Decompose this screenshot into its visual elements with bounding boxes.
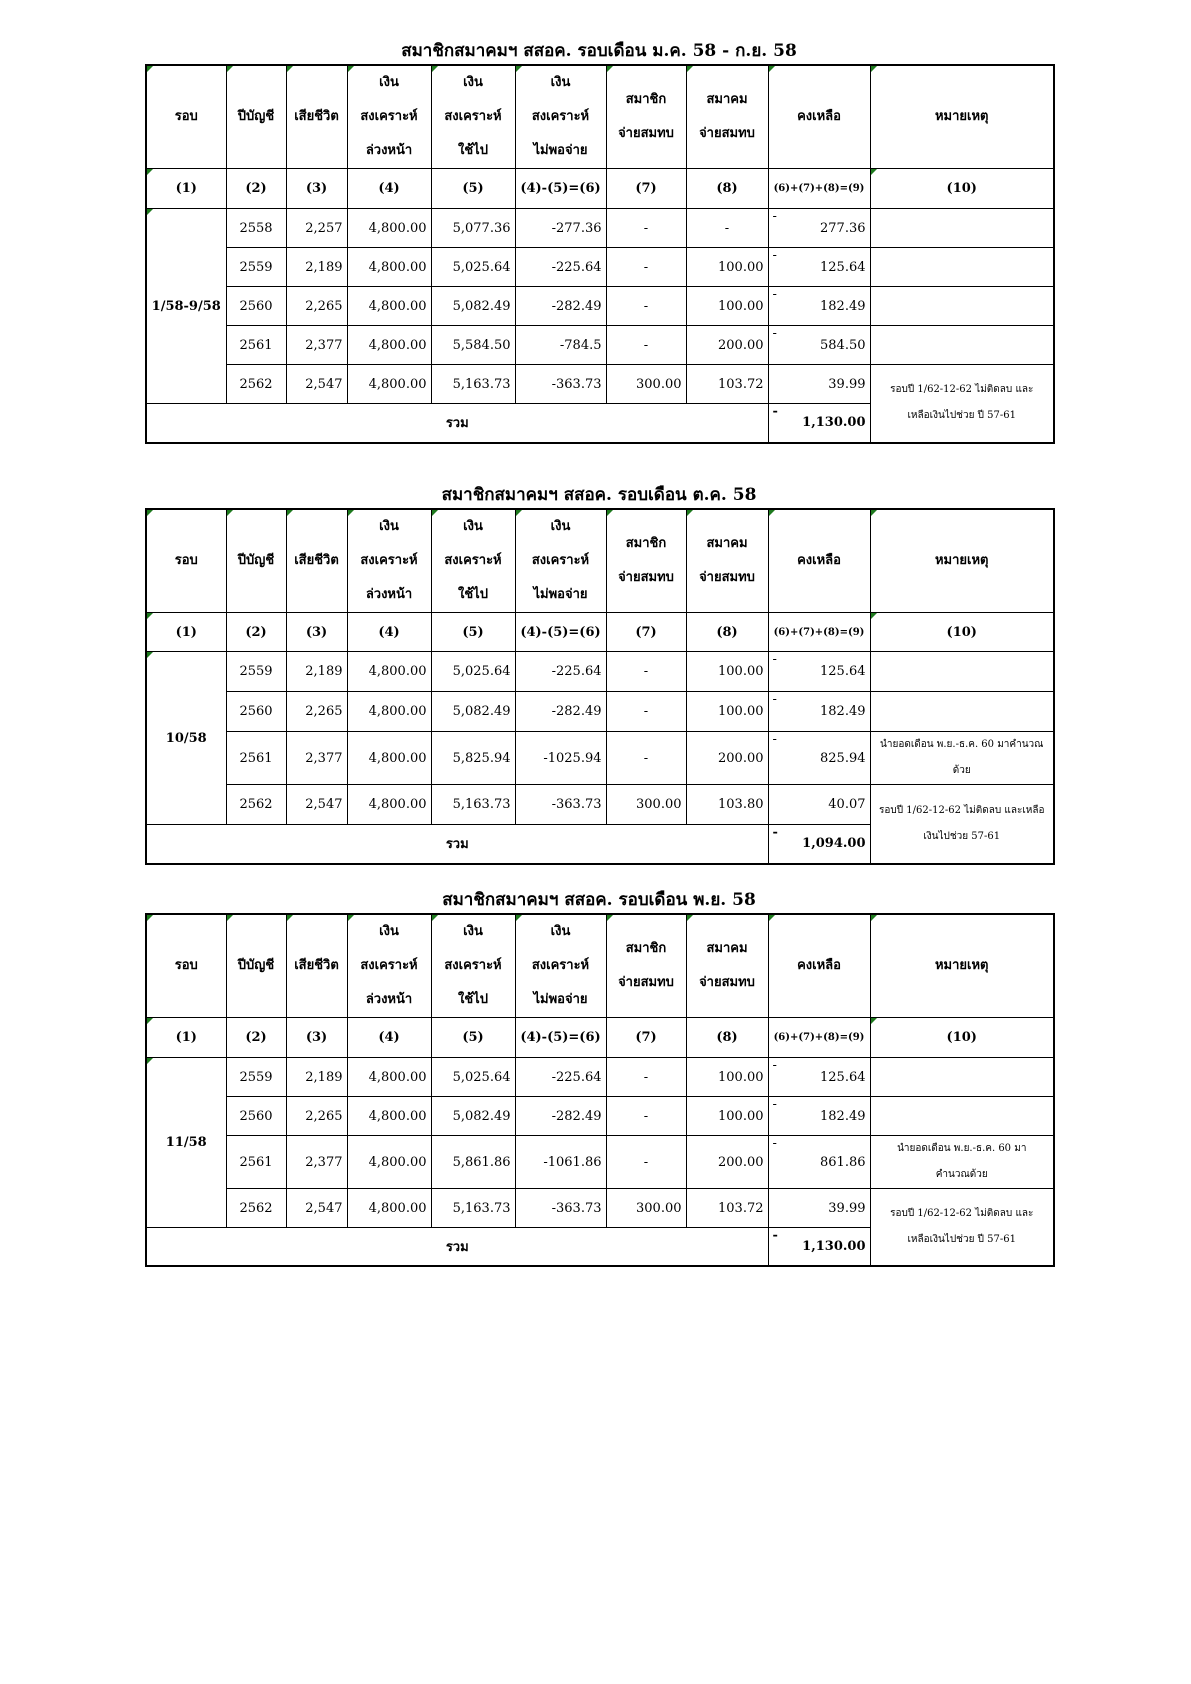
balance xyxy=(768,652,870,692)
balance-value: 182.49 xyxy=(820,704,866,719)
header-advance-line: สงเคราะห์ xyxy=(360,109,418,124)
balance-value: 125.64 xyxy=(820,1069,866,1085)
shortfall: -225.64 xyxy=(515,248,606,287)
balance-sign: - xyxy=(772,287,777,302)
used: 5,584.50 xyxy=(431,326,515,365)
used: 5,082.49 xyxy=(431,1097,515,1136)
column-number: (6)+(7)+(8)=(9) xyxy=(768,613,870,652)
remark-cell xyxy=(870,1058,1054,1097)
header-shortfall-line: ไม่พอจ่าย xyxy=(533,587,588,602)
fiscal-year: 2560 xyxy=(226,1097,286,1136)
member-contrib: - xyxy=(606,1136,686,1189)
column-number: (5) xyxy=(431,169,515,209)
shortfall: -225.64 xyxy=(515,652,606,692)
advance: 4,800.00 xyxy=(347,209,431,248)
balance-sign: - xyxy=(772,732,777,747)
fiscal-year: 2559 xyxy=(226,652,286,692)
column-number-row xyxy=(146,169,1054,209)
header-used-line: เงิน xyxy=(463,519,483,534)
shortfall: -363.73 xyxy=(515,1189,606,1228)
header-member-contrib-line: สมาชิก xyxy=(625,941,667,956)
deaths: 2,377 xyxy=(286,1136,347,1189)
member-contrib: - xyxy=(606,652,686,692)
total-value xyxy=(768,825,870,864)
header-shortfall-line: ไม่พอจ่าย xyxy=(533,992,588,1007)
balance-sign: - xyxy=(772,1058,777,1073)
column-number: (8) xyxy=(686,169,768,209)
shortfall: -282.49 xyxy=(515,1097,606,1136)
fiscal-year: 2561 xyxy=(226,732,286,785)
header-member-contrib xyxy=(606,509,686,613)
deaths: 2,377 xyxy=(286,732,347,785)
balance-value: 125.64 xyxy=(820,259,866,275)
balance-value: 277.36 xyxy=(820,220,866,236)
member-contrib: - xyxy=(606,692,686,732)
deaths: 2,257 xyxy=(286,209,347,248)
assoc-contrib: 100.00 xyxy=(686,287,768,326)
assoc-contrib: 103.72 xyxy=(686,365,768,404)
header-shortfall-line: สงเคราะห์ xyxy=(531,109,590,124)
total-amount: 1,130.00 xyxy=(802,415,866,431)
header-shortfall xyxy=(515,65,606,169)
balance xyxy=(768,209,870,248)
welfare-table xyxy=(145,64,1055,444)
balance xyxy=(768,287,870,326)
table-row xyxy=(146,1189,1054,1228)
header-advance-line: เงิน xyxy=(379,75,399,90)
header-assoc-contrib xyxy=(686,509,768,613)
header-assoc-contrib-line: สมาคม xyxy=(706,941,748,956)
advance: 4,800.00 xyxy=(347,785,431,825)
used: 5,163.73 xyxy=(431,1189,515,1228)
column-number: (10) xyxy=(870,613,1054,652)
table-row xyxy=(146,652,1054,692)
deaths: 2,189 xyxy=(286,1058,347,1097)
advance: 4,800.00 xyxy=(347,287,431,326)
header-advance xyxy=(347,914,431,1018)
remark-line: รอบปี 1/62-12-62 ไม่ติดลบ และ xyxy=(890,384,1034,396)
column-number: (2) xyxy=(226,613,286,652)
remark-cell xyxy=(870,785,1054,864)
header-used-line: สงเคราะห์ xyxy=(444,958,502,973)
member-contrib: - xyxy=(606,1097,686,1136)
header-assoc-contrib xyxy=(686,65,768,169)
shortfall: -363.73 xyxy=(515,785,606,825)
balance-value: 182.49 xyxy=(820,1108,866,1124)
header-assoc-contrib-line: สมาคม xyxy=(706,92,748,107)
column-number: (3) xyxy=(286,613,347,652)
member-contrib: 300.00 xyxy=(606,365,686,404)
deaths: 2,265 xyxy=(286,1097,347,1136)
header-round: รอบ xyxy=(146,65,226,169)
fiscal-year: 2560 xyxy=(226,692,286,732)
column-number: (5) xyxy=(431,1018,515,1058)
header-advance-line: ล่วงหน้า xyxy=(365,992,413,1007)
deaths: 2,547 xyxy=(286,785,347,825)
deaths: 2,189 xyxy=(286,652,347,692)
assoc-contrib: 200.00 xyxy=(686,326,768,365)
shortfall: -784.5 xyxy=(515,326,606,365)
advance: 4,800.00 xyxy=(347,1189,431,1228)
header-advance-line: สงเคราะห์ xyxy=(360,958,418,973)
balance-value: 39.99 xyxy=(828,376,866,392)
balance xyxy=(768,732,870,785)
remark-cell xyxy=(870,209,1054,248)
member-contrib: - xyxy=(606,287,686,326)
table-row xyxy=(146,365,1054,404)
column-number: (2) xyxy=(226,169,286,209)
column-number: (8) xyxy=(686,1018,768,1058)
balance xyxy=(768,785,870,825)
assoc-contrib: - xyxy=(686,209,768,248)
advance: 4,800.00 xyxy=(347,326,431,365)
header-shortfall-line: เงิน xyxy=(550,924,571,939)
assoc-contrib: 100.00 xyxy=(686,1058,768,1097)
header-fiscal-year: ปีบัญชี xyxy=(226,914,286,1018)
fiscal-year: 2559 xyxy=(226,248,286,287)
header-assoc-contrib-line: จ่ายสมทบ xyxy=(699,975,755,990)
header-advance xyxy=(347,509,431,613)
used: 5,025.64 xyxy=(431,652,515,692)
header-assoc-contrib xyxy=(686,914,768,1018)
header-shortfall-line: ไม่พอจ่าย xyxy=(533,143,588,158)
balance-value: 861.86 xyxy=(820,1154,866,1170)
member-contrib: - xyxy=(606,732,686,785)
balance xyxy=(768,326,870,365)
total-sign: - xyxy=(772,825,778,840)
balance-sign: - xyxy=(772,692,777,707)
used: 5,025.64 xyxy=(431,1058,515,1097)
header-advance-line: เงิน xyxy=(379,519,399,534)
header-deaths: เสียชีวิต xyxy=(286,509,347,613)
remark-cell xyxy=(870,248,1054,287)
column-number: (4)-(5)=(6) xyxy=(515,169,606,209)
remark-cell xyxy=(870,652,1054,692)
header-shortfall-line: สงเคราะห์ xyxy=(531,958,590,973)
used: 5,163.73 xyxy=(431,785,515,825)
balance xyxy=(768,248,870,287)
header-shortfall-line: เงิน xyxy=(550,519,571,534)
remark-line: นำยอดเดือน พ.ย.-ธ.ค. 60 มา xyxy=(897,1143,1027,1154)
header-shortfall xyxy=(515,509,606,613)
header-remark: หมายเหตุ xyxy=(870,914,1054,1018)
assoc-contrib: 103.80 xyxy=(686,785,768,825)
fiscal-year: 2562 xyxy=(226,785,286,825)
used: 5,825.94 xyxy=(431,732,515,785)
header-used-line: เงิน xyxy=(463,924,483,939)
advance: 4,800.00 xyxy=(347,1136,431,1189)
balance xyxy=(768,692,870,732)
header-assoc-contrib-line: สมาคม xyxy=(706,536,748,551)
remark-cell xyxy=(870,692,1054,732)
table-row xyxy=(146,1136,1054,1189)
table-row xyxy=(146,326,1054,365)
welfare-table xyxy=(145,508,1055,865)
member-contrib: 300.00 xyxy=(606,785,686,825)
balance xyxy=(768,1189,870,1228)
used: 5,077.36 xyxy=(431,209,515,248)
assoc-contrib: 100.00 xyxy=(686,652,768,692)
remark-cell xyxy=(870,1189,1054,1266)
deaths: 2,547 xyxy=(286,1189,347,1228)
header-member-contrib-line: จ่ายสมทบ xyxy=(618,975,674,990)
round-cell: 11/58 xyxy=(146,1058,226,1228)
column-number-row xyxy=(146,1018,1054,1058)
balance-value: 584.50 xyxy=(820,337,866,353)
member-contrib: - xyxy=(606,326,686,365)
member-contrib: - xyxy=(606,1058,686,1097)
header-used xyxy=(431,914,515,1018)
header-remark: หมายเหตุ xyxy=(870,509,1054,613)
header-member-contrib-line: สมาชิก xyxy=(625,536,667,551)
header-shortfall xyxy=(515,914,606,1018)
table-row xyxy=(146,1097,1054,1136)
fiscal-year: 2562 xyxy=(226,365,286,404)
header-deaths: เสียชีวิต xyxy=(286,65,347,169)
remark-text: นำยอดเดือน พ.ย.-ธ.ค. 60 มาคำนวณด้วย xyxy=(880,739,1044,776)
balance xyxy=(768,1136,870,1189)
used: 5,163.73 xyxy=(431,365,515,404)
total-sign: - xyxy=(772,1228,778,1243)
fiscal-year: 2561 xyxy=(226,1136,286,1189)
header-round: รอบ xyxy=(146,509,226,613)
header-member-contrib xyxy=(606,914,686,1018)
used: 5,861.86 xyxy=(431,1136,515,1189)
fiscal-year: 2560 xyxy=(226,287,286,326)
assoc-contrib: 100.00 xyxy=(686,1097,768,1136)
header-member-contrib-line: จ่ายสมทบ xyxy=(618,570,674,585)
total-amount: 1,094.00 xyxy=(802,836,866,852)
column-number: (6)+(7)+(8)=(9) xyxy=(768,169,870,209)
round-cell: 1/58-9/58 xyxy=(146,209,226,404)
column-number: (7) xyxy=(606,613,686,652)
column-number-row xyxy=(146,613,1054,652)
used: 5,082.49 xyxy=(431,692,515,732)
header-row xyxy=(146,65,1054,169)
table-row xyxy=(146,209,1054,248)
total-sign: - xyxy=(772,404,778,419)
deaths: 2,265 xyxy=(286,692,347,732)
remark-cell xyxy=(870,326,1054,365)
column-number: (10) xyxy=(870,169,1054,209)
welfare-table xyxy=(145,913,1055,1267)
shortfall: -282.49 xyxy=(515,692,606,732)
deaths: 2,377 xyxy=(286,326,347,365)
fiscal-year: 2559 xyxy=(226,1058,286,1097)
assoc-contrib: 100.00 xyxy=(686,692,768,732)
header-advance-line: สงเคราะห์ xyxy=(360,553,418,568)
column-number: (5) xyxy=(431,613,515,652)
header-remark: หมายเหตุ xyxy=(870,65,1054,169)
table-row xyxy=(146,248,1054,287)
header-fiscal-year: ปีบัญชี xyxy=(226,65,286,169)
shortfall: -1025.94 xyxy=(515,732,606,785)
column-number: (1) xyxy=(146,1018,226,1058)
remark-line: คำนวณด้วย xyxy=(935,1169,988,1180)
balance-sign: - xyxy=(772,652,777,667)
total-amount: 1,130.00 xyxy=(802,1238,866,1254)
header-advance-line: ล่วงหน้า xyxy=(365,143,413,158)
column-number: (10) xyxy=(870,1018,1054,1058)
header-member-contrib-line: สมาชิก xyxy=(625,92,667,107)
header-used-line: สงเคราะห์ xyxy=(444,109,502,124)
remark-line: เงินไปช่วย 57-61 xyxy=(923,830,1001,842)
assoc-contrib: 200.00 xyxy=(686,1136,768,1189)
section-title: สมาชิกสมาคมฯ สสอค. รอบเดือน ต.ค. 58 xyxy=(441,485,757,505)
header-used-line: ใช้ไป xyxy=(458,143,488,158)
header-advance-line: เงิน xyxy=(379,924,399,939)
advance: 4,800.00 xyxy=(347,732,431,785)
header-used-line: สงเคราะห์ xyxy=(444,553,502,568)
header-row xyxy=(146,914,1054,1018)
member-contrib: - xyxy=(606,248,686,287)
balance-value: 40.07 xyxy=(828,797,866,812)
total-value xyxy=(768,404,870,443)
column-number: (6)+(7)+(8)=(9) xyxy=(768,1018,870,1058)
assoc-contrib: 200.00 xyxy=(686,732,768,785)
used: 5,082.49 xyxy=(431,287,515,326)
section-title: สมาชิกสมาคมฯ สสอค. รอบเดือน ม.ค. 58 - ก.ย. 58 xyxy=(401,41,797,61)
deaths: 2,189 xyxy=(286,248,347,287)
section-oct-58 xyxy=(145,482,1053,865)
fiscal-year: 2558 xyxy=(226,209,286,248)
balance-value: 825.94 xyxy=(820,750,866,766)
header-used-line: เงิน xyxy=(463,75,483,90)
advance: 4,800.00 xyxy=(347,1097,431,1136)
table-row xyxy=(146,1058,1054,1097)
balance xyxy=(768,1097,870,1136)
column-number: (1) xyxy=(146,613,226,652)
header-assoc-contrib-line: จ่ายสมทบ xyxy=(699,126,755,141)
used: 5,025.64 xyxy=(431,248,515,287)
remark-line: เหลือเงินไปช่วย ปี 57-61 xyxy=(907,410,1016,422)
table-row xyxy=(146,785,1054,825)
column-number: (4) xyxy=(347,613,431,652)
remark-cell xyxy=(870,287,1054,326)
total-value xyxy=(768,1228,870,1266)
advance: 4,800.00 xyxy=(347,692,431,732)
header-balance: คงเหลือ xyxy=(768,65,870,169)
fiscal-year: 2562 xyxy=(226,1189,286,1228)
shortfall: -1061.86 xyxy=(515,1136,606,1189)
remark-cell xyxy=(870,732,1054,785)
remark-line: รอบปี 1/62-12-62 ไม่ติดลบ และเหลือ xyxy=(879,804,1045,816)
shortfall: -282.49 xyxy=(515,287,606,326)
header-member-contrib xyxy=(606,65,686,169)
table-row xyxy=(146,692,1054,732)
assoc-contrib: 100.00 xyxy=(686,248,768,287)
header-deaths: เสียชีวิต xyxy=(286,914,347,1018)
remark-cell xyxy=(870,365,1054,443)
total-label: รวม xyxy=(146,825,768,864)
advance: 4,800.00 xyxy=(347,1058,431,1097)
header-shortfall-line: เงิน xyxy=(550,75,571,90)
column-number: (4)-(5)=(6) xyxy=(515,1018,606,1058)
remark-line: เหลือเงินไปช่วย ปี 57-61 xyxy=(907,1233,1016,1245)
balance-sign: - xyxy=(772,326,777,341)
header-balance: คงเหลือ xyxy=(768,914,870,1018)
advance: 4,800.00 xyxy=(347,248,431,287)
table-row xyxy=(146,287,1054,326)
deaths: 2,547 xyxy=(286,365,347,404)
header-used xyxy=(431,65,515,169)
header-advance xyxy=(347,65,431,169)
fiscal-year: 2561 xyxy=(226,326,286,365)
table-row xyxy=(146,732,1054,785)
header-member-contrib-line: จ่ายสมทบ xyxy=(618,126,674,141)
header-assoc-contrib-line: จ่ายสมทบ xyxy=(699,570,755,585)
header-row xyxy=(146,509,1054,613)
header-used-line: ใช้ไป xyxy=(458,992,488,1007)
balance-sign: - xyxy=(772,1097,777,1112)
total-label: รวม xyxy=(146,404,768,443)
total-label: รวม xyxy=(146,1228,768,1266)
balance-value: 125.64 xyxy=(820,664,866,679)
shortfall: -225.64 xyxy=(515,1058,606,1097)
header-used xyxy=(431,509,515,613)
shortfall: -363.73 xyxy=(515,365,606,404)
balance xyxy=(768,1058,870,1097)
remark-cell xyxy=(870,1136,1054,1189)
column-number: (7) xyxy=(606,169,686,209)
section-jan-sep-58 xyxy=(145,38,1053,444)
column-number: (4) xyxy=(347,1018,431,1058)
member-contrib: 300.00 xyxy=(606,1189,686,1228)
advance: 4,800.00 xyxy=(347,365,431,404)
column-number: (1) xyxy=(146,169,226,209)
balance-value: 39.99 xyxy=(828,1200,866,1216)
header-balance: คงเหลือ xyxy=(768,509,870,613)
header-advance-line: ล่วงหน้า xyxy=(365,587,413,602)
header-used-line: ใช้ไป xyxy=(458,587,488,602)
deaths: 2,265 xyxy=(286,287,347,326)
column-number: (8) xyxy=(686,613,768,652)
column-number: (4) xyxy=(347,169,431,209)
member-contrib: - xyxy=(606,209,686,248)
remark-cell xyxy=(870,1097,1054,1136)
assoc-contrib: 103.72 xyxy=(686,1189,768,1228)
shortfall: -277.36 xyxy=(515,209,606,248)
header-fiscal-year: ปีบัญชี xyxy=(226,509,286,613)
round-cell: 10/58 xyxy=(146,652,226,825)
section-title: สมาชิกสมาคมฯ สสอค. รอบเดือน พ.ย. 58 xyxy=(442,890,756,910)
column-number: (2) xyxy=(226,1018,286,1058)
header-shortfall-line: สงเคราะห์ xyxy=(531,553,590,568)
balance-value: 182.49 xyxy=(820,298,866,314)
column-number: (3) xyxy=(286,169,347,209)
balance-sign: - xyxy=(772,209,777,224)
column-number: (7) xyxy=(606,1018,686,1058)
balance xyxy=(768,365,870,404)
section-nov-58 xyxy=(145,887,1053,1267)
column-number: (4)-(5)=(6) xyxy=(515,613,606,652)
advance: 4,800.00 xyxy=(347,652,431,692)
header-round: รอบ xyxy=(146,914,226,1018)
column-number: (3) xyxy=(286,1018,347,1058)
balance-sign: - xyxy=(772,1136,777,1151)
remark-line: รอบปี 1/62-12-62 ไม่ติดลบ และ xyxy=(890,1207,1034,1219)
balance-sign: - xyxy=(772,248,777,263)
